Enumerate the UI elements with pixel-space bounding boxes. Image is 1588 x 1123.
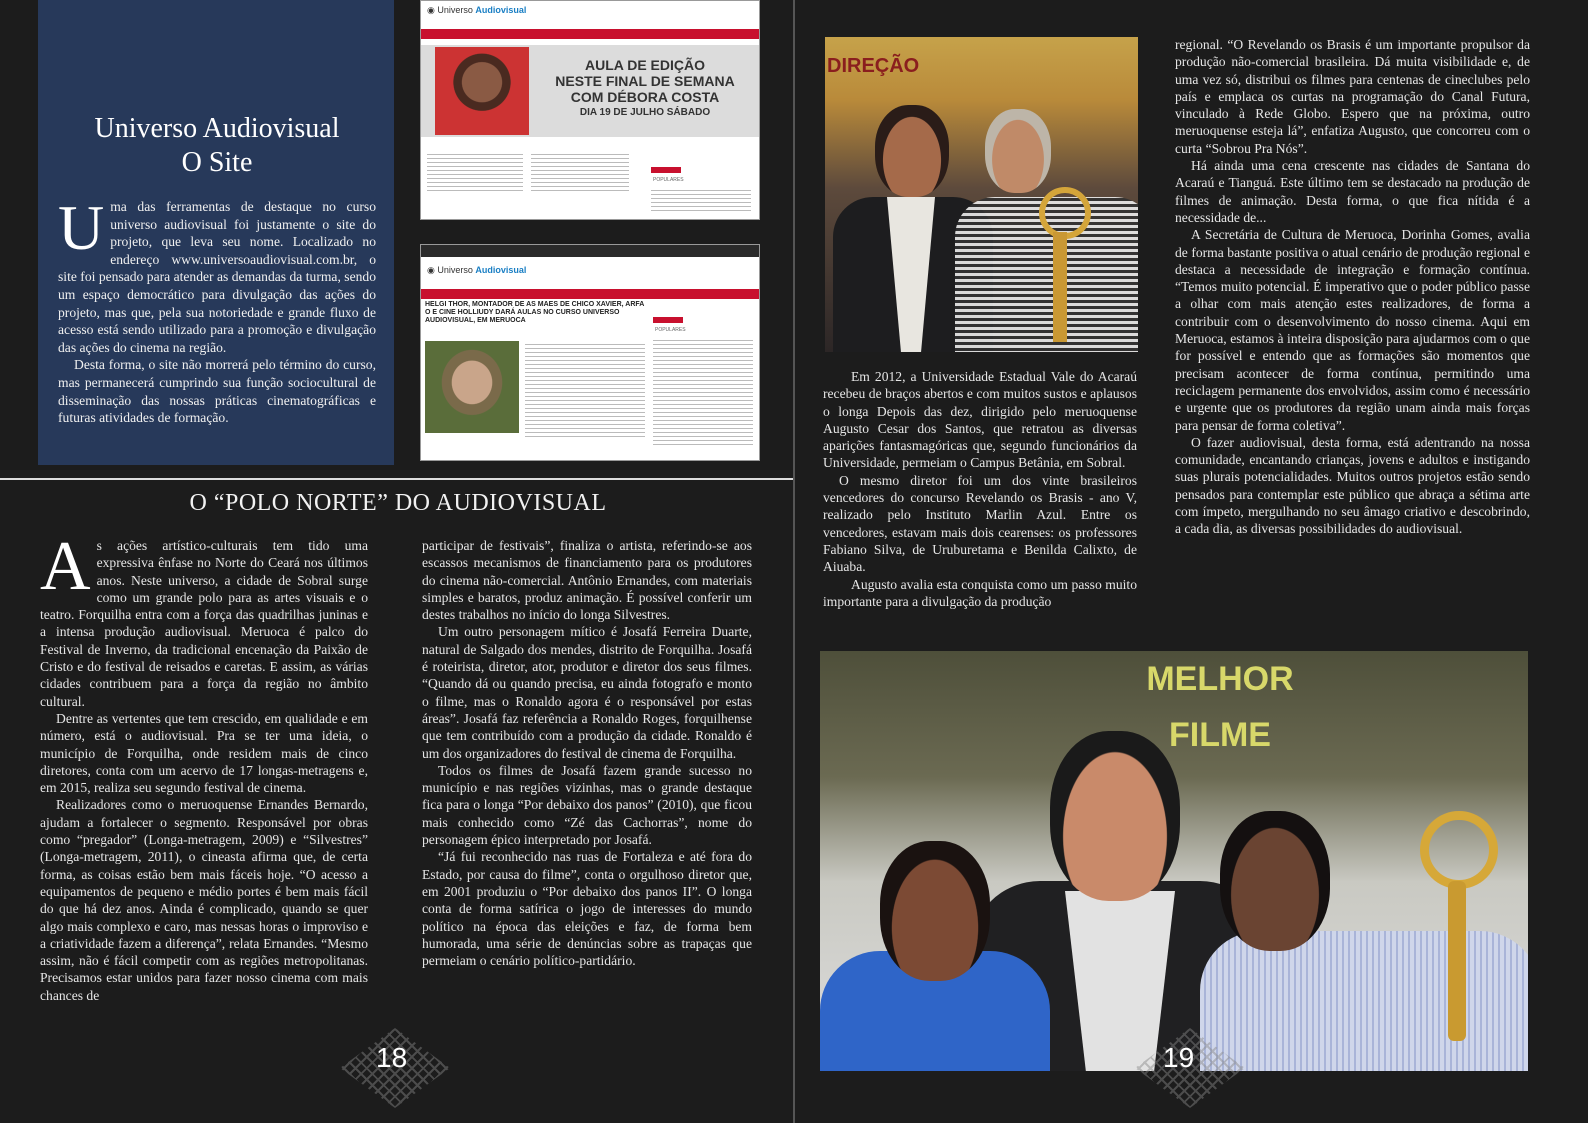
hero-portrait [435, 47, 529, 135]
photo-person [1200, 931, 1528, 1071]
site-box-dropcap: U [58, 192, 105, 263]
article-column-2 [422, 537, 752, 969]
trophy [1420, 811, 1498, 889]
photo-sign-text: DIREÇÃO [827, 55, 920, 77]
news-headline: HELGI THOR, MONTADOR DE AS MAES DE CHICO XAVIER, ARFA O E CINE HOLLIUDY DARÁ AULAS NO CURSO UNIVERSO AUDIOVISUAL, EM MERUOCA [425, 301, 645, 324]
popular-list [651, 187, 751, 213]
article-paragraph: Um outro personagem mítico é Josafá Ferreira Duarte, natural de Salgado dos mendes, distrito de Forquilha. Josafá é roteirista, diretor, ator, produtor e diretor dos seus filmes. “Quando dá ou quando precisa, eu ainda fotografo e monto o filme, mas o Ronaldo agora é o responsável por estas áreas”. Josafá faz referência a Ronaldo Roges, forquilhense que tem contribuído com a produção da cidade. Ronaldo é um dos organizadores do festival de cinema de Forquilha. [422, 624, 752, 761]
news-body-text [525, 341, 645, 437]
article-paragraph: Todos os filmes de Josafá fazem grande sucesso no município e nas regiões vizinhas, mas o grande destaque fica para o longa “Por debaixo dos panos” (2010), que ficou mais conhecido como “Zé das Cachorras”, nome do personagem épico interpretado por Josafá. [422, 762, 752, 848]
website-logo: ◉ Universo Audiovisual [427, 5, 527, 15]
website-logo: ◉ Universo Audiovisual [427, 265, 527, 275]
article-dropcap: A [40, 528, 91, 605]
right-page [795, 0, 1588, 1123]
article-paragraph: O fazer audiovisual, desta forma, está adentrando na nossa comunidade, encantando crianças, jovens e adultos e instigando suas plurais potencialidades. Muitos outros projetos estão sendo pensados para contemplar este público que abraça a sétima arte com ímpeto, mergulhando no seu âmago criativo e descobrindo, a cada dia, as diversas possibilidades do audiovisual. [1175, 434, 1530, 537]
article-paragraph: Augusto avalia esta conquista como um passo muito importante para a divulgação da produção [823, 576, 1137, 609]
popular-label: POPULARES [655, 327, 686, 333]
left-page [0, 0, 793, 1123]
website-screenshot-1 [420, 0, 760, 220]
website-hero-banner [421, 45, 759, 137]
article-paragraph: A Secretária de Cultura de Meruoca, Dorinha Gomes, avalia de forma bastante positiva o atual cenário de produção regional e destaca a necessidade de integração e formação contínua. “Temos muito potencial. É imperativo que o poder público passe a olhar com mais atenção estes realizadores, de forma a contribuir com o desenvolvimento do nosso cinema. Aqui em Meruoca, estamos à inteira disposição para ajudarmos com o que for possível e entendo que as formações são momentos que precisam acontecer de forma contínua, permitindo uma reciclagem permanente dos envolvidos, assim como é necessário e urgente que os produtores da região unam ainda mais forças para pensar de forma coletiva”. [1175, 227, 1530, 433]
news-item-text [427, 151, 523, 191]
page-number: 19 [1163, 1042, 1195, 1073]
hero-text: AULA DE EDIÇÃO NESTE FINAL DE SEMANA COM DÉBORA COSTA DIA 19 DE JULHO SÁBADO [555, 57, 735, 118]
news-item-text [531, 151, 629, 191]
article-paragraph: O mesmo diretor foi um dos vinte brasileiros vencedores do concurso Revelando os Brasis - ano V, realizado pelo Instituto Marlin Azul. Entre os vencedores, estavam mais dois cearenses: os professores Fabiano Silva, de Uruburetama e Benilda Calixto, de Aiuaba. [823, 472, 1137, 575]
website-screenshot-2 [420, 244, 760, 461]
site-box-title-line1: Universo Audiovisual [94, 113, 340, 144]
section-divider [0, 478, 793, 480]
photo-award-ceremony-1 [825, 37, 1138, 352]
popular-tab [653, 317, 683, 323]
trophy [1448, 881, 1466, 1041]
page-number: 18 [376, 1042, 408, 1073]
article-paragraph: Há ainda uma cena crescente nas cidades de Santana do Acaraú e Tianguá. Este último tem se destacado na produção de filmes de animação. Desta forma, o que fica nítida é a necessidade de... [1175, 158, 1530, 225]
article-paragraph: s ações artístico-culturais tem tido uma expressiva ênfase no Norte do Ceará nos últimos anos. Neste universo, a cidade de Sobral surge como um grande polo para as artes visuais e o teatro. Forquilha entra com a força das quadrilhas juninas e a intensa produção audiovisual. Meruoca é palco do Festival de Inverno, da tradicional encenação da Paixão de Cristo e do festival de reisados e caretas. E assim, as várias cidades contribuem para a força da região no âmbito cultural. [40, 538, 368, 709]
site-info-box [38, 0, 394, 465]
photo-person [985, 109, 1051, 193]
article-paragraph: Realizadores como o meruoquense Ernandes Bernardo, ajudam a fortalecer o segmento. Responsável por obras como “pregador” (Longa-metragem, 2009) e “Silvestres” (Longa-metragem, 2011), o cineasta afirma que, de certa forma, as coisas estão bem mais fáceis hoje. “O acesso a equipamentos de pequeno e médio portes é bem mais fácil do que há dez anos. Ainda é complicado, quando se quer algo mais complexo e caro, mas nessas horas o improviso e a criatividade fazem a diferença”, relata Ernandes. “Mesmo assim, não é fácil competir com as regiões metropolitanas. Precisamos estar unidos para fazer nosso cinema com mais chances de [40, 797, 368, 1003]
article-paragraph: “Já fui reconhecido nas ruas de Fortaleza e até fora do Estado, por causa do filme”, conta o orgulhoso diretor que, em 2001 produziu o “Por debaixo dos panos II”. O longa conta de forma satírica o jogo de interesses do mundo político na época das eleições e faz, de forma bem humorada, uma série de denúncias sobre as trapaças que permeiam o cenário político-partidário. [422, 849, 752, 969]
site-box-para2: Desta forma, o site não morrerá pelo término do curso, mas permanecerá cumprindo sua função sociocultural de disseminação das nossas práticas cinematográficas e futuras atividades de formação. [58, 357, 376, 426]
site-box-text [58, 192, 376, 427]
popular-tab [651, 167, 681, 173]
news-portrait [425, 341, 519, 433]
photo-award-ceremony-2 [820, 651, 1528, 1071]
trophy [1053, 232, 1067, 342]
article-column-1 [40, 528, 368, 1004]
article-paragraph: regional. “O Revelando os Brasis é um importante propulsor da produção não-comercial brasileira. Dá muita visibilidade e, de uma vez só, distribui os filmes para centenas de cineclubes pelo país e emplaca os curtas na programação do Canal Futura, vinculado à Rede Globo. Espero que na próxima, outro meruoquense esteja lá”, enfatiza Augusto, que concorreu com o curta “Sobrou Pra Nós”. [1175, 37, 1530, 156]
website-navbar [421, 289, 759, 299]
photo-person [880, 841, 990, 981]
article-title: O “POLO NORTE” DO AUDIOVISUAL [189, 490, 607, 516]
article-paragraph: Dentre as vertentes que tem crescido, em qualidade e em número, está o audiovisual. Pra se ter uma ideia, o município de Forquilha, onde residem mais de cinco diretores, conta com um acervo de 17 longas-metragens e, em 2015, realiza seu segundo festival de cinema. [40, 710, 368, 796]
browser-bar [421, 245, 759, 257]
site-box-title [58, 112, 376, 180]
photo-screen-text: MELHOR FILME [1146, 660, 1294, 754]
article-column-4 [1175, 36, 1530, 538]
photo-person [875, 105, 949, 197]
popular-list [653, 337, 753, 447]
site-box-para1: ma das ferramentas de destaque no curso universo audiovisual foi justamente o site do projeto, que leva seu nome. Localizado no endereço www.universoaudiovisual.com.br, o site foi pensado para atender as demandas da turma, sendo um espaço democrático para divulgação das ações do projeto, mas que, pela sua notoriedade e grande fluxo de acesso está sendo utilizado para a promoção e divulgação das ações do cinema na região. [58, 199, 376, 355]
photo-person [1220, 811, 1330, 951]
photo-person [1050, 731, 1180, 901]
article-paragraph: participar de festivais”, finaliza o artista, referindo-se aos escassos mecanismos de financiamento para os produtores do cinema não-comercial. Antônio Ernandes, com materiais simples e baratos, produz animação. É possível conferir um destes trabalhos no início do longa Silvestres. [422, 538, 752, 623]
website-navbar [421, 29, 759, 39]
popular-label: POPULARES [653, 177, 684, 183]
article-column-3 [823, 368, 1137, 610]
site-box-title-line2: O Site [181, 147, 253, 178]
article-paragraph: Em 2012, a Universidade Estadual Vale do Acaraú recebeu de braços abertos e com muitos sustos e aplausos o longa Depois das dez, dirigido pelo meruoquense Augusto Cesar dos Santos, que retratou as diversas aparições fantasmagóricas que, segundo funcionários da Universidade, permeiam o Campus Betânia, em Sobral. [823, 369, 1137, 471]
